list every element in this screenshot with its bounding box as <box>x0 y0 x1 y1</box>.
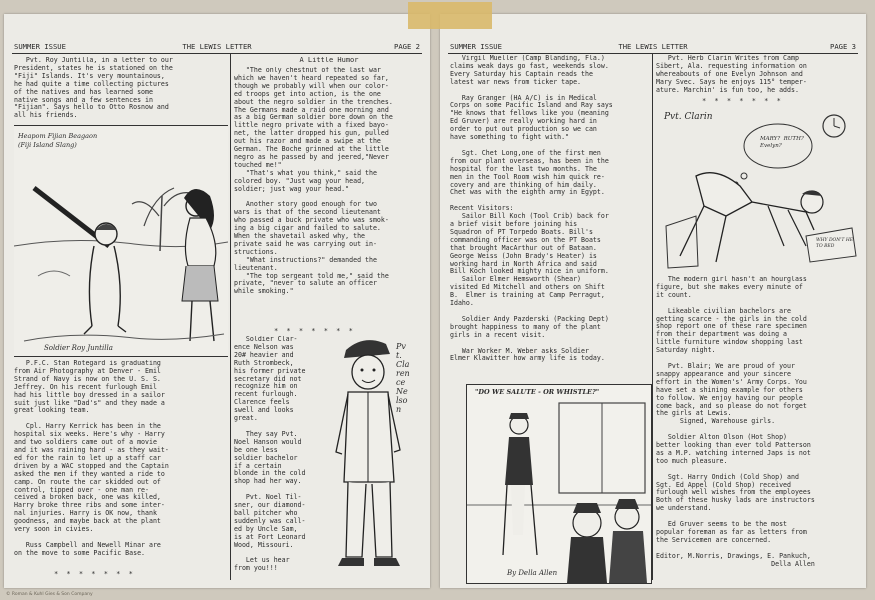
page-2 <box>4 14 430 588</box>
page-number: PAGE 3 <box>830 42 856 51</box>
salute-signature: By Della Allen <box>507 569 558 577</box>
page-header <box>448 41 858 54</box>
page-header <box>12 41 422 54</box>
newsletter-title: THE LEWIS LETTER <box>182 42 252 51</box>
humor-article: "The only chestnut of the last war which we haven't heard repeated so far, though we probably will when our color- ed troops get into action, is the one about the negro soldier in the trenches. The Germans made a raid one morning and as a big German soldier bore down on the little negro private with a fixed bayo- net, the latter dropped his gun, pulled out his razor and made a swipe at the German. The Boche grinned at the little negro as he passed by and jeered,"Never touched me!" "That's what you think," said the colored boy. "Just wag your head, soldier; just wag your head." Another story good enough for two wars is that of the second lieutenant who passed a buck private who was smok- ing a big cigar and failed to salute. When the shavetail asked why, the private said he was carrying out in- structions. "What instructions?" demanded the lieutenant. "The top sergeant told me," said the private, "never to salute an officer while smoking." <box>234 67 393 296</box>
mueller-granger-visitors-article: Virgil Mueller (Camp Blanding, Fla.) claims weak days go fast, weekends slow. Every Saturday his Captain reads the latest war news from ticker tape. Ray Granger (HA A/C) is in Medical Corps on some Pacific Island and Ray says "He knows that fellows like you (meaning Ed Gruver) are really working hard in order to put out production so we can have something to fight with." Sgt. Chet Long,one of the first men from our plant overseas, has been in the hospital for the last two months. The men in the Tool Room wish him quick re- covery and are thinking of him daily. Chet was with the eighth army in Egypt. Recent Visitors: Sailor Bill Koch (Tool Crib) back for a brief visit before joining his Squadron of PT Torpedo Boats. Bill's commanding officer was on the PT Boats that brought MacArthur out of Bataan. George Weiss (John Brady's Heater) is working hard in North Africa and said Bill Koch looked mighty nice in uniform. Sailor Elmer Hemsworth (Shear) visited Ed Mitchell and others on Shift B. Elmer is training at Camp Perragut, Idaho. Soldier Andy Pazderski (Packing Dept) brought happiness to many of the plant girls in a recent visit. War Worker M. Weber asks Soldier Elmer Klawitter how army life is today. <box>450 55 613 363</box>
page-3 <box>440 14 866 588</box>
fiji-cartoon-drawing <box>14 126 228 356</box>
salute-cartoon <box>466 384 652 584</box>
image-credit: © Roman & Kuhl Gies & Son Company <box>6 592 93 597</box>
separator-stars: * * * * * * * <box>702 97 783 105</box>
clarin-label: Pvt. Clarin <box>664 112 713 122</box>
juntilla-article: Pvt. Roy Juntilla, in a letter to our President, states he is stationed on the "Fiji" Islands. It's very mountainous, he had quite a time collecting pictures of the natives and has learned some native songs and a few sentences in "Fijian". Says hello to Otto Rosnow and all his friends. <box>14 57 173 120</box>
column-divider <box>652 53 653 580</box>
modern-girl-bachelors-article: The modern girl hasn't an hourglass figure, but she makes every minute of it count. Likeable civilian bachelors are getting scarce - the girls in the cold shop report one of these rare specimen from their department was doing a little furniture window shopping last Saturday night. Pvt. Blair; We are proud of your snappy appearance and your sincere effort in the Women's' Army Corps. You have set a shining example for others to follow. We enjoy having our people come back, and so please do not forget the girls at Lewis. Signed, Warehouse girls. Soldier Alton Olson (Hot Shop) better looking than ever told Patterson as a M.P. watching interned Japs is not too much pleasure. Sgt. Harry Ondich (Cold Shop) and Sgt. Ed Appel (Cold Shop) received furlough well wishes from the employees Both of these husky lads are instructors we understand. Ed Gruver seems to be the most popular foreman as far as letters from the Servicemen are concerned. Editor, M.Norris, Drawings, E. Pankuch, Della Allen <box>656 276 815 568</box>
salute-drawing <box>467 385 651 583</box>
issue-label: SUMMER ISSUE <box>14 42 66 51</box>
column-divider <box>230 53 231 580</box>
clarin-thought-bubble: MARY? RUTH? Evelyn? <box>760 136 804 149</box>
rotegard-kerrick-article: P.F.C. Stan Rotegard is graduating from Air Photography at Denver - Emil Strand of Navy is now on the U. S. S. Jeffrey. On his recent furlough Emil had his little boy dressed in a sailor suit just like "Dad's" and they made a great looking team. Cpl. Harry Kerrick has been in the hospital six weeks. Here's why - Harry and two soldiers came out of a movie and it was raining hard - as they wait- ed for the rain to let up a staff car driven by a WAC stopped and the Captain asked the men if they wanted a ride to camp. On route the car skidded out of control, tipped over - one man re- ceived a broken back, one was killed, Harry broke three ribs and some inter- nal injuries. Harry is OK now, thank goodness, and maybe back at the plant very soon in civies. Russ Campbell and Newell Minar are on the move to some Pacific Base. <box>14 360 169 557</box>
nelson-label: Pvt. Clarence Nelson <box>396 342 410 414</box>
fiji-cartoon <box>14 125 228 357</box>
clarin-cartoon <box>656 106 860 274</box>
separator-stars: * * * * * * * <box>274 327 355 335</box>
cartoon-caption-bottom: Soldier Roy Juntilla <box>44 344 113 352</box>
nelson-hanson-article: Soldier Clar- ence Nelson was 20# heavier and Ruth Strombeck, his former private secretary did not recognize him on recent furlough. Clarence feels swell and looks great. They say Pvt. Noel Hanson would be one less soldier bachelor if a certain blonde in the cold shop had her way. Pvt. Noel Til- sner, our diamond- ball pitcher who suddenly was call- ed by Uncle Sam, is at Fort Leonard Wood, Missouri. Let us hear from you!!! <box>234 336 306 573</box>
humor-title: A Little Humor <box>299 57 359 64</box>
page-number: PAGE 2 <box>394 42 420 51</box>
salute-caption: "DO WE SALUTE - OR WHISTLE?" <box>475 388 600 396</box>
issue-label: SUMMER ISSUE <box>450 42 502 51</box>
clarin-paper-text: WHY DON'T HE TO BED <box>816 238 854 249</box>
separator-stars: * * * * * * * <box>54 570 135 578</box>
cartoon-caption-top: Heapom Fijian Beagaon (Fiji Island Slang) <box>18 132 98 149</box>
masking-tape <box>408 2 492 29</box>
clarin-article: Pvt. Herb Clarin Writes from Camp Sibert, Ala. requesting information on whereabouts of one Evelyn Johnson and Mary Svec. Says he enjoys 115° temper- ature. Marchin' is fun too, he adds. <box>656 55 807 94</box>
newsletter-title: THE LEWIS LETTER <box>618 42 688 51</box>
nelson-cartoon <box>318 332 426 580</box>
